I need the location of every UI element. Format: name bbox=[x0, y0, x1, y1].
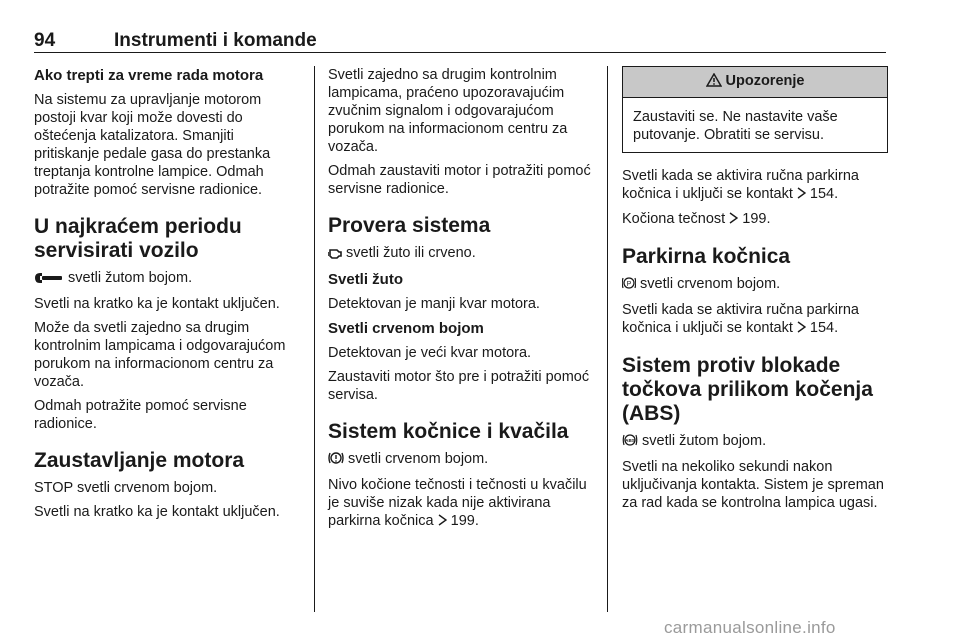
icon-line bbox=[34, 269, 302, 289]
paragraph: Detektovan je manji kvar motora. bbox=[328, 296, 540, 312]
icon-line-text: svetli crvenom bojom. bbox=[640, 276, 781, 292]
section-title-service-soon: U najkraćem periodu servisirati vozilo bbox=[34, 215, 242, 262]
page-number: 94 bbox=[34, 30, 56, 51]
column-1 bbox=[34, 66, 302, 527]
icon-line bbox=[328, 450, 594, 470]
warning-title: Upozorenje bbox=[725, 73, 805, 89]
header-rule bbox=[34, 52, 886, 53]
paragraph: Svetli na nekoliko sekundi nakon uključivanja kontakta. Sistem je spreman za rad kada se kontrolna lampica ugasi. bbox=[622, 459, 884, 511]
page-reference-icon bbox=[797, 320, 806, 338]
section-title-brake-clutch: Sistem kočnice i kvačila bbox=[328, 420, 569, 443]
page-reference-icon bbox=[438, 513, 447, 531]
subheading-yellow: Svetli žuto bbox=[328, 271, 404, 288]
section-title-abs: Sistem protiv blokade točkova prilikom kočenja (ABS) bbox=[622, 354, 873, 425]
icon-line bbox=[622, 275, 888, 295]
icon-line-text: svetli žuto ili crveno. bbox=[346, 245, 476, 261]
paragraph bbox=[622, 301, 888, 338]
page-reference[interactable]: 199. bbox=[742, 211, 771, 227]
column-3 bbox=[622, 66, 888, 518]
icon-line bbox=[622, 432, 888, 452]
section-title-system-check: Provera sistema bbox=[328, 214, 491, 237]
paragraph: Odmah potražite pomoć servisne radionice. bbox=[34, 398, 247, 432]
warning-triangle-icon bbox=[706, 73, 722, 91]
paragraph-text: Kočiona tečnost bbox=[622, 211, 726, 227]
paragraph-text: Svetli kada se aktivira ručna parkirna kočnica i uključi se kontakt bbox=[622, 302, 859, 336]
icon-line-text: svetli žutom bojom. bbox=[642, 433, 767, 449]
paragraph: STOP svetli crvenom bojom. bbox=[34, 480, 218, 496]
subheading-red: Svetli crvenom bojom bbox=[328, 320, 484, 337]
paragraph bbox=[622, 167, 888, 204]
warning-text: Zaustaviti se. Ne nastavite vaše putovanje. Obratiti se servisu. bbox=[633, 109, 838, 143]
paragraph-text: Nivo kočione tečnosti i tečnosti u kvačilu je suviše nizak kada nije aktivirana parkirna kočnica bbox=[328, 477, 587, 529]
parking-brake-icon bbox=[622, 276, 636, 295]
watermark: carmanualsonline.info bbox=[664, 618, 836, 637]
page-header bbox=[34, 30, 886, 52]
paragraph: Detektovan je veći kvar motora. bbox=[328, 345, 532, 361]
paragraph-text: Svetli kada se aktivira ručna parkirna kočnica i uključi se kontakt bbox=[622, 168, 859, 202]
paragraph: Svetli zajedno sa drugim kontrolnim lampicama, praćeno upozoravajućim zvučnim signalom i odgovarajućom porukom na informacionom centru za vozača. bbox=[328, 67, 568, 155]
paragraph bbox=[622, 210, 888, 229]
paragraph bbox=[328, 476, 594, 531]
paragraph: Odmah zaustaviti motor i potražiti pomoć servisne radionice. bbox=[328, 163, 591, 197]
paragraph: Može da svetli zajedno sa drugim kontrolnim lampicama i odgovarajućom porukom na informacionom centru za vozača. bbox=[34, 320, 286, 390]
icon-line bbox=[328, 244, 594, 264]
warning-body bbox=[623, 98, 887, 152]
paragraph: Svetli na kratko ka je kontakt uključen. bbox=[34, 296, 280, 312]
section-title-engine-stop: Zaustavljanje motora bbox=[34, 449, 245, 472]
column-2 bbox=[328, 66, 594, 537]
column-divider-1 bbox=[314, 66, 315, 612]
icon-line-text: svetli crvenom bojom. bbox=[348, 451, 489, 467]
page-reference-icon bbox=[797, 186, 806, 204]
column-divider-2 bbox=[607, 66, 608, 612]
engine-icon bbox=[328, 246, 342, 264]
icon-line-text: svetli žutom bojom. bbox=[68, 270, 193, 286]
warning-box bbox=[622, 66, 888, 153]
page-reference[interactable]: 199. bbox=[450, 513, 479, 529]
page-reference[interactable]: 154. bbox=[809, 186, 839, 202]
brake-warning-icon bbox=[328, 451, 344, 470]
page-reference-icon bbox=[729, 211, 738, 229]
svg-text:P: P bbox=[626, 281, 632, 288]
paragraph: Zaustaviti motor što pre i potražiti pomoć servisa. bbox=[328, 369, 590, 403]
page-title: Instrumenti i komande bbox=[114, 30, 317, 51]
svg-text:ABS: ABS bbox=[625, 438, 635, 443]
wrench-icon bbox=[34, 271, 64, 289]
paragraph: Na sistemu za upravljanje motorom postoji kvar koji može dovesti do oštećenja katalizatora. Smanjiti pritiskanje pedale gasa do prestanka treptanja kontrolne lampice. Odmah potražite pomoć servisne radionice. bbox=[34, 92, 271, 198]
section-title-blinking: Ako trepti za vreme rada motora bbox=[34, 67, 264, 84]
section-title-parking-brake: Parkirna kočnica bbox=[622, 245, 791, 268]
page-reference[interactable]: 154. bbox=[809, 320, 839, 336]
abs-icon bbox=[622, 433, 638, 452]
paragraph: Svetli na kratko ka je kontakt uključen. bbox=[34, 504, 280, 520]
warning-header bbox=[623, 67, 887, 98]
